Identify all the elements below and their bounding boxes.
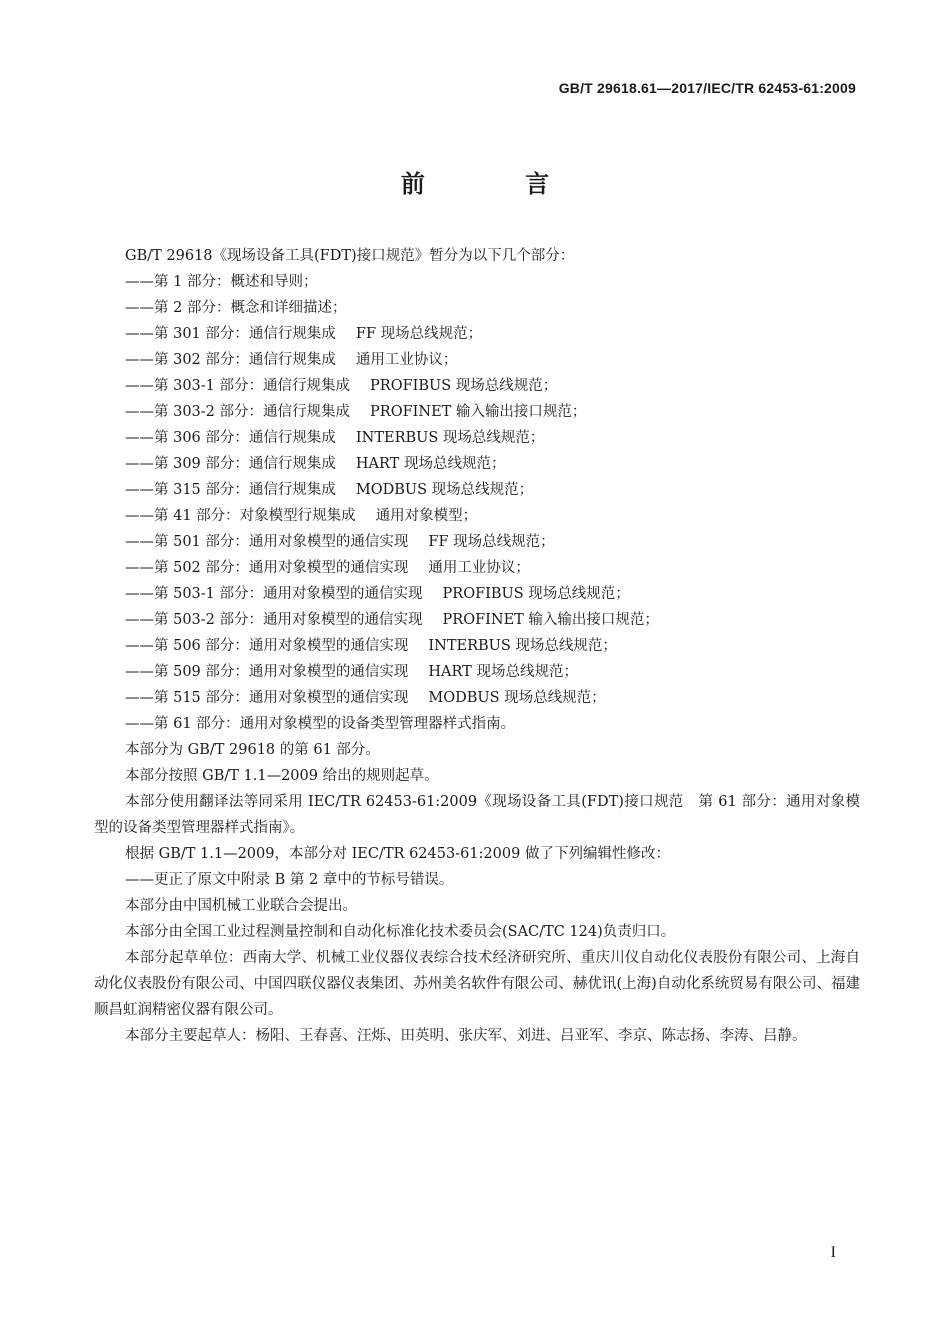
list-item: ——第 506 部分：通用对象模型的通信实现 INTERBUS 现场总线规范； <box>125 638 617 654</box>
modification-item: ——更正了原文中附录 B 第 2 章中的节标号错误。 <box>125 872 454 888</box>
page-title: 前 言 <box>400 170 596 198</box>
list-item: ——第 302 部分：通信行规集成 通用工业协议； <box>125 352 458 368</box>
list-item: ——第 515 部分：通用对象模型的通信实现 MODBUS 现场总线规范； <box>125 690 606 706</box>
paragraph-modifications: 根据 GB/T 1.1—2009，本部分对 IEC/TR 62453-61:2009 做了下列编辑性修改： <box>125 846 670 862</box>
parts-list <box>94 269 860 737</box>
list-item: ——第 41 部分：对象模型行规集成 通用对象模型； <box>125 508 478 524</box>
paragraph-drafters: 本部分主要起草人：杨阳、王春喜、汪烁、田英明、张庆军、刘进、吕亚军、李京、陈志扬、李涛、吕静。 <box>125 1028 807 1044</box>
list-item: ——第 503-1 部分：通用对象模型的通信实现 PROFIBUS 现场总线规范； <box>125 586 630 602</box>
paragraph-adoption: 本部分使用翻译法等同采用 IEC/TR 62453-61:2009《现场设备工具(FDT)接口规范 第 61 部分：通用对象模型的设备类型管理器样式指南》。 <box>94 794 860 836</box>
document-body <box>94 243 860 1049</box>
list-item: ——第 503-2 部分：通用对象模型的通信实现 PROFINET 输入输出接口规范； <box>125 612 659 628</box>
list-item: ——第 501 部分：通用对象模型的通信实现 FF 现场总线规范； <box>125 534 555 550</box>
paragraph-drafting-rules: 本部分按照 GB/T 1.1—2009 给出的规则起草。 <box>125 768 439 784</box>
paragraph-drafting-units: 本部分起草单位：西南大学、机械工业仪器仪表综合技术经济研究所、重庆川仪自动化仪表股份有限公司、上海自动化仪表股份有限公司、中国四联仪器仪表集团、苏州美名软件有限公司、赫优讯(上海)自动化系统贸易有限公司、福建顺昌虹润精密仪器有限公司。 <box>94 950 860 1018</box>
list-item: ——第 2 部分：概念和详细描述； <box>125 300 347 316</box>
intro-paragraph: GB/T 29618《现场设备工具(FDT)接口规范》暂分为以下几个部分： <box>125 248 575 264</box>
list-item: ——第 301 部分：通信行规集成 FF 现场总线规范； <box>125 326 483 342</box>
list-item: ——第 315 部分：通信行规集成 MODBUS 现场总线规范； <box>125 482 534 498</box>
list-item: ——第 309 部分：通信行规集成 HART 现场总线规范； <box>125 456 506 472</box>
list-item: ——第 303-1 部分：通信行规集成 PROFIBUS 现场总线规范； <box>125 378 558 394</box>
list-item: ——第 303-2 部分：通信行规集成 PROFINET 输入输出接口规范； <box>125 404 587 420</box>
list-item: ——第 509 部分：通用对象模型的通信实现 HART 现场总线规范； <box>125 664 578 680</box>
list-item: ——第 1 部分：概述和导则； <box>125 274 318 290</box>
list-item: ——第 502 部分：通用对象模型的通信实现 通用工业协议； <box>125 560 530 576</box>
list-item: ——第 306 部分：通信行规集成 INTERBUS 现场总线规范； <box>125 430 545 446</box>
standard-code: GB/T 29618.61—2017/IEC/TR 62453-61:2009 <box>558 80 856 96</box>
paragraph-committee: 本部分由全国工业过程测量控制和自动化标准化技术委员会(SAC/TC 124)负责归口。 <box>125 924 676 940</box>
paragraph-proposer: 本部分由中国机械工业联合会提出。 <box>125 898 357 914</box>
paragraph-part-number: 本部分为 GB/T 29618 的第 61 部分。 <box>125 742 380 758</box>
page-number: I <box>830 1244 836 1261</box>
list-item: ——第 61 部分：通用对象模型的设备类型管理器样式指南。 <box>125 716 516 732</box>
